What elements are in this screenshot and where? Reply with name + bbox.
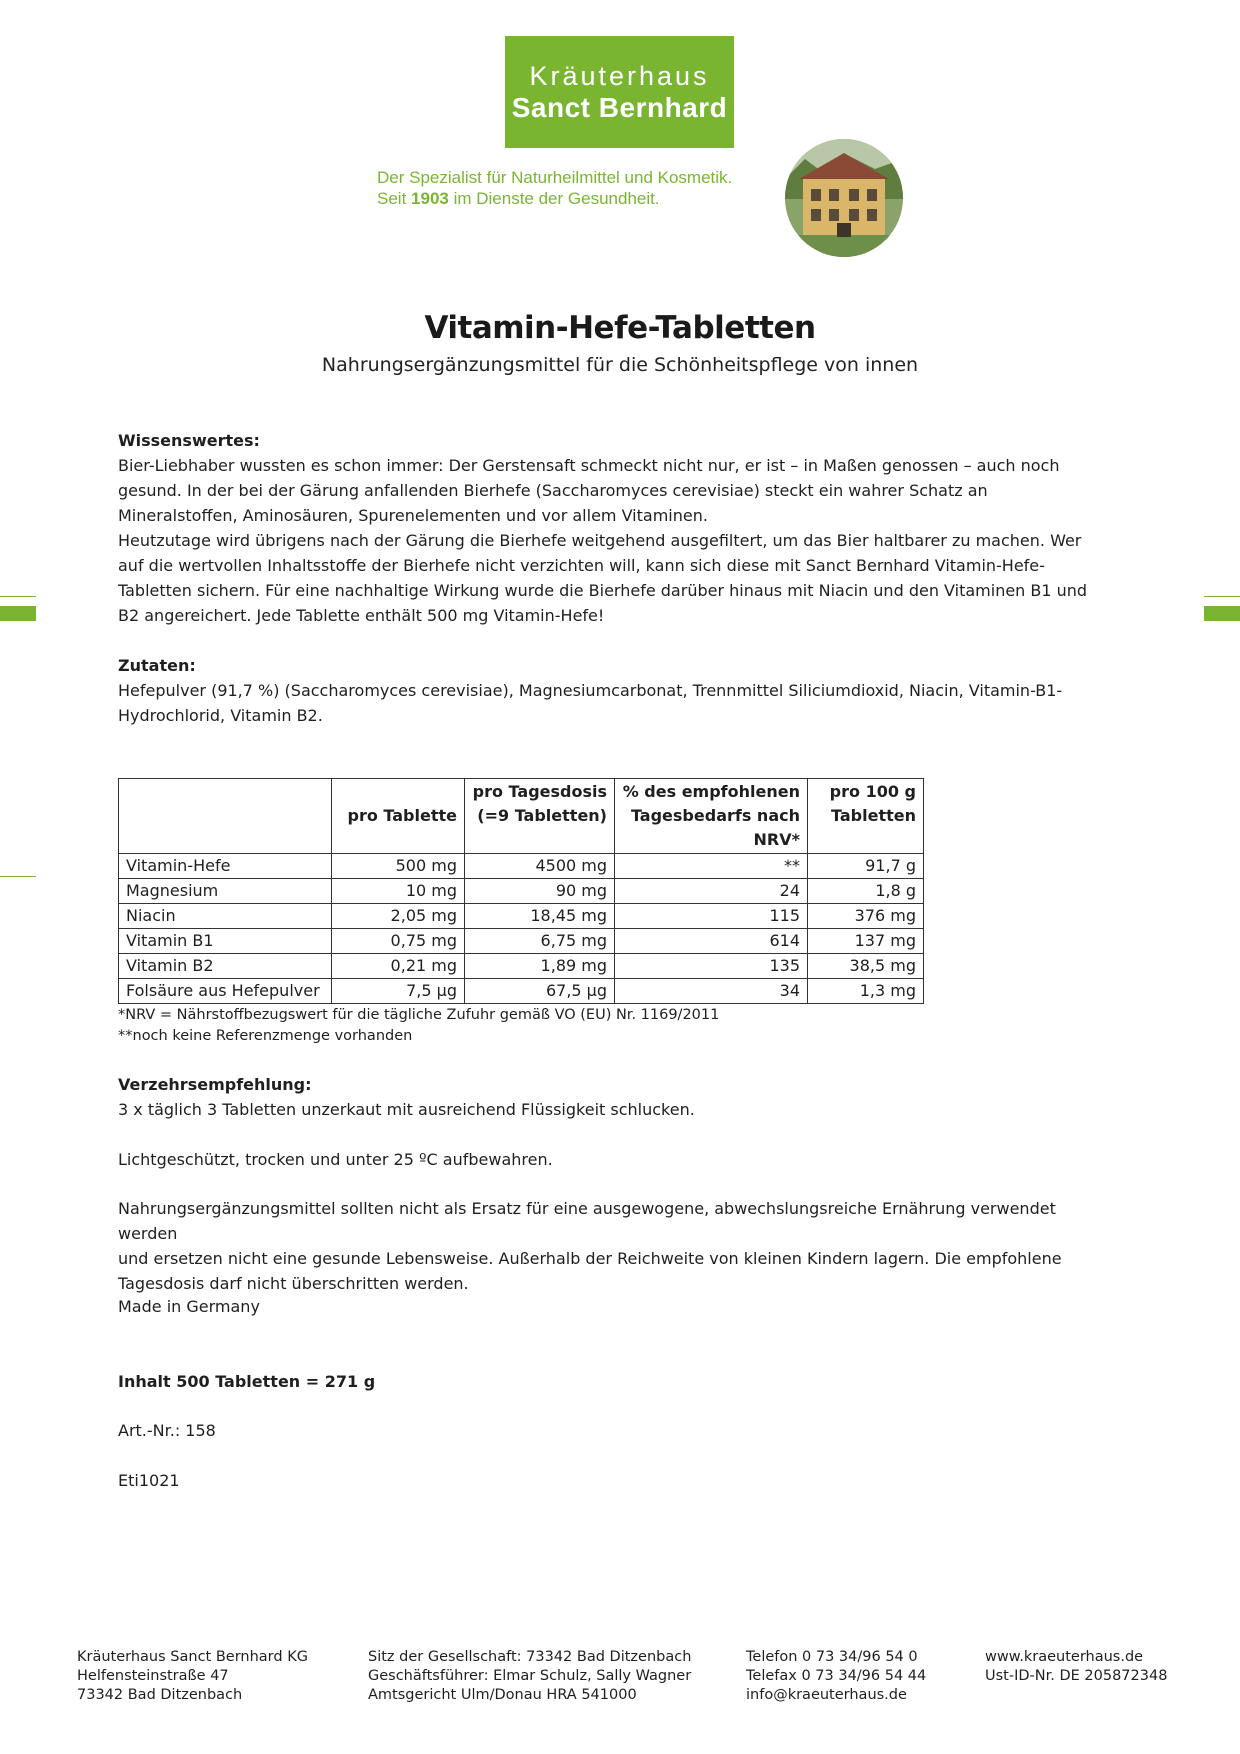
cell-per100: 137 mg [808,929,924,954]
label-code: Eti1021 [118,1471,180,1490]
brand-tagline [377,167,732,209]
zutaten-heading: Zutaten: [118,656,196,675]
cell-daily: 1,89 mg [465,954,615,979]
wissenswertes-line: B2 angereichert. Jede Tablette enthält 500 mg Vitamin-Hefe! [118,606,605,625]
cell-per100: 91,7 g [808,854,924,879]
cell-daily: 67,5 µg [465,979,615,1004]
table-row [119,929,924,954]
header-nrv-label1: % des empfohlenen [622,782,800,801]
cell-tablet: 2,05 mg [332,904,465,929]
header-per-day-label: pro Tagesdosis [472,782,607,801]
wissenswertes-heading: Wissenswertes: [118,431,260,450]
header-name [119,779,332,854]
header-per-day-sub: (=9 Tabletten) [477,806,607,825]
table-row [119,954,924,979]
tagline-suffix: im Dienste der Gesundheit. [448,189,660,208]
cell-name: Vitamin-Hefe [119,854,332,879]
footer-line: Kräuterhaus Sanct Bernhard KG [77,1649,308,1665]
table-row [119,854,924,879]
table-row [119,904,924,929]
origin-note: Made in Germany [118,1297,260,1316]
brand-name-line2: Sanct Bernhard [511,92,728,123]
tagline-line1: Der Spezialist für Naturheilmittel und Kosmetik. [377,168,733,187]
header-per-100g-label2: Tabletten [831,806,916,825]
footer-line: Amtsgericht Ulm/Donau HRA 541000 [368,1687,637,1703]
footer-fax: Telefax 0 73 34/96 54 44 [746,1668,927,1684]
table-row [119,879,924,904]
cell-tablet: 7,5 µg [332,979,465,1004]
cell-nrv: 34 [615,979,808,1004]
reference-footnote: **noch keine Referenzmenge vorhanden [118,1028,413,1044]
cell-name: Vitamin B1 [119,929,332,954]
footer-vat-id: Ust-ID-Nr. DE 205872348 [985,1668,1168,1684]
product-subtitle: Nahrungsergänzungsmittel für die Schönheitspflege von innen [321,354,919,376]
cell-name: Magnesium [119,879,332,904]
zutaten-line: Hefepulver (91,7 %) (Saccharomyces cerevisiae), Magnesiumcarbonat, Trennmittel Siliciumdioxid, Niacin, Vitamin-B1- [118,681,1063,700]
article-number: Art.-Nr.: 158 [118,1421,216,1440]
header-per-tablet [332,779,465,854]
footer-phone: Telefon 0 73 34/96 54 0 [746,1649,918,1665]
cell-name: Niacin [119,904,332,929]
header-nrv-label2: Tagesbedarfs nach [630,806,800,825]
cell-tablet: 10 mg [332,879,465,904]
wissenswertes-line: gesund. In der bei der Gärung anfallenden Bierhefe (Saccharomyces cerevisiae) steckt ein wahrer Schatz an [118,481,988,500]
cell-tablet: 0,21 mg [332,954,465,979]
wissenswertes-section [118,428,1118,628]
warning-line: Tagesdosis darf nicht überschritten werden. [118,1274,469,1293]
header-per-tablet-label: pro Tablette [347,806,457,825]
footer-website-link[interactable]: www.kraeuterhaus.de [985,1649,1144,1665]
zutaten-section [118,653,1118,728]
cell-daily: 6,75 mg [465,929,615,954]
content-amount: Inhalt 500 Tabletten = 271 g [118,1372,376,1391]
left-fold-mark-line-lower [0,876,36,877]
wissenswertes-line: Mineralstoffen, Aminosäuren, Spurenelementen und vor allem Vitaminen. [118,506,708,525]
footer-web [985,1648,1167,1686]
tagline-year: 1903 [411,189,449,208]
header-nrv [615,779,808,854]
footer-email[interactable]: info@kraeuterhaus.de [746,1687,907,1703]
cell-daily: 4500 mg [465,854,615,879]
cell-tablet: 0,75 mg [332,929,465,954]
cell-nrv: ** [615,854,808,879]
verzehr-text: 3 x täglich 3 Tabletten unzerkaut mit ausreichend Flüssigkeit schlucken. [118,1100,695,1119]
product-title: Vitamin-Hefe-Tabletten [424,310,816,346]
left-fold-mark-bar [0,606,36,621]
verzehr-heading: Verzehrsempfehlung: [118,1075,312,1094]
tagline-line2 [377,188,732,209]
table-row [119,979,924,1004]
header-nrv-label3: NRV* [753,830,800,849]
warning-line: und ersetzen nicht eine gesunde Lebensweise. Außerhalb der Reichweite von kleinen Kindern lagern. Die empfohlene [118,1249,1062,1268]
building-illustration [785,139,903,257]
wissenswertes-line: Heutzutage wird übrigens nach der Gärung die Bierhefe weitgehend ausgefiltert, um das Bier haltbarer zu machen. Wer [118,531,1082,550]
cell-name: Folsäure aus Hefepulver [119,979,332,1004]
wissenswertes-line: Bier-Liebhaber wussten es schon immer: Der Gerstensaft schmeckt nicht nur, er ist – in Maßen genossen – auch noch [118,456,1060,475]
nrv-footnote: *NRV = Nährstoffbezugswert für die tägliche Zufuhr gemäß VO (EU) Nr. 1169/2011 [118,1007,720,1023]
cell-per100: 376 mg [808,904,924,929]
cell-nrv: 115 [615,904,808,929]
footer-contact [746,1648,926,1705]
right-fold-mark-line [1204,596,1240,597]
wissenswertes-line: Tabletten sichern. Für eine nachhaltige Wirkung wurde die Bierhefe darüber hinaus mit Niacin und den Vitaminen B1 und [118,581,1088,600]
cell-nrv: 24 [615,879,808,904]
left-fold-mark-line [0,596,36,597]
cell-per100: 1,8 g [808,879,924,904]
cell-name: Vitamin B2 [119,954,332,979]
cell-per100: 38,5 mg [808,954,924,979]
footer-line: 73342 Bad Ditzenbach [77,1687,243,1703]
storage-note: Lichtgeschützt, trocken und unter 25 ºC aufbewahren. [118,1150,553,1169]
building-photo [785,139,903,257]
brand-logo [505,36,734,148]
cell-daily: 90 mg [465,879,615,904]
table-header-row [119,779,924,854]
footer-line: Helfensteinstraße 47 [77,1668,229,1684]
cell-tablet: 500 mg [332,854,465,879]
cell-per100: 1,3 mg [808,979,924,1004]
cell-nrv: 135 [615,954,808,979]
cell-daily: 18,45 mg [465,904,615,929]
warning-section [118,1196,1118,1296]
wissenswertes-line: auf die wertvollen Inhaltsstoffe der Bierhefe nicht verzichten will, kann sich diese mit Sanct Bernhard Vitamin-Hefe- [118,556,1045,575]
cell-nrv: 614 [615,929,808,954]
brand-name-line1: Kräuterhaus [529,61,710,91]
warning-line: Nahrungsergänzungsmittel sollten nicht als Ersatz für eine ausgewogene, abwechslungsreiche Ernährung verwendet werden [118,1199,1056,1243]
header-per-100g [808,779,924,854]
nutrition-table [118,778,924,1004]
footer-legal [368,1648,691,1705]
tagline-prefix: Seit [377,189,412,208]
footer-company [77,1648,308,1705]
footer-line: Sitz der Gesellschaft: 73342 Bad Ditzenbach [368,1649,692,1665]
footer-line: Geschäftsführer: Elmar Schulz, Sally Wagner [368,1668,692,1684]
header-per-day [465,779,615,854]
zutaten-line: Hydrochlorid, Vitamin B2. [118,706,323,725]
right-fold-mark-bar [1204,606,1240,621]
header-per-100g-label1: pro 100 g [829,782,916,801]
verzehr-section [118,1072,1118,1122]
